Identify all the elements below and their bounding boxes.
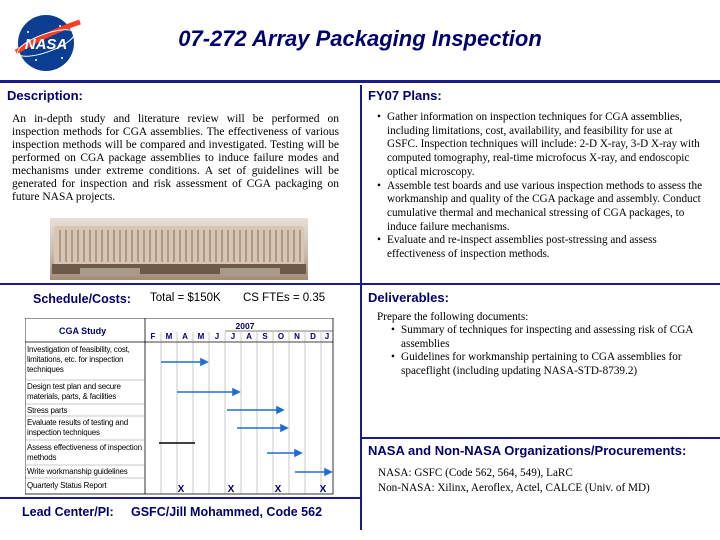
gantt-month: J bbox=[214, 332, 220, 341]
deliverables-list bbox=[387, 324, 707, 379]
nasa-logo-text: NASA bbox=[24, 36, 68, 53]
gantt-month: O bbox=[277, 332, 285, 341]
deliverables-heading: Deliverables: bbox=[368, 290, 449, 305]
gantt-month: A bbox=[246, 332, 252, 341]
gantt-task-bar bbox=[267, 450, 301, 456]
right-mid-divider bbox=[360, 283, 720, 285]
gantt-month: D bbox=[310, 332, 316, 341]
description-text: An in-depth study and literature review will be performed on inspection methods for CGA assemblies. The effectiveness of various inspection methods will be compared and investigated. Testing will be performed on CGA package assemblies to induce failure modes and mechanisms under extreme conditions. A set of guidelines will be generated for inspection and risk assessment of CGA packaging on future NASA projects. bbox=[12, 113, 339, 203]
top-divider bbox=[0, 80, 720, 83]
gantt-month: A bbox=[182, 332, 188, 341]
lead-label: Lead Center/PI: bbox=[22, 505, 114, 519]
gantt-study-label: CGA Study bbox=[59, 326, 107, 336]
deliverables-list-container bbox=[387, 324, 707, 379]
orgs-non-nasa: Non-NASA: Xilinx, Aeroflex, Actel, CALCE (Univ. of MD) bbox=[378, 482, 650, 494]
orgs-heading: NASA and Non-NASA Organizations/Procurements: bbox=[368, 443, 687, 458]
left-bottom-divider bbox=[0, 497, 360, 499]
center-divider bbox=[360, 85, 362, 530]
gantt-month: J bbox=[324, 332, 330, 341]
gantt-row-label: Stress parts bbox=[27, 406, 68, 415]
plans-item: • Evaluate and re-inspect assemblies post-stressing and assess effectiveness of inspection methods. bbox=[387, 234, 703, 261]
gantt-month: M bbox=[197, 332, 205, 341]
gantt-report-mark: X bbox=[227, 484, 235, 495]
plans-item: • Assemble test boards and use various inspection methods to assess the workmanship and quality of the CGA package and assembly. Conduct cumulative thermal and mechanical stressing of CGA packages, to induce failure mechanisms. bbox=[387, 180, 703, 235]
schedule-total: Total = $150K bbox=[150, 292, 221, 304]
gantt-row-label: Assess effectiveness of inspection methods bbox=[27, 443, 142, 462]
right-lower-divider bbox=[360, 437, 720, 439]
gantt-report-mark: X bbox=[177, 484, 185, 495]
deliverables-item: • Summary of techniques for inspecting and assessing risk of CGA assemblies bbox=[401, 324, 707, 351]
gantt-month: M bbox=[165, 332, 173, 341]
cga-assembly-photo bbox=[50, 218, 308, 280]
deliverables-item: • Guidelines for workmanship pertaining to CGA assemblies for spaceflight (including updating NASA-STD-8739.2) bbox=[401, 351, 707, 378]
gantt-chart bbox=[25, 318, 335, 496]
lead-value: GSFC/Jill Mohammed, Code 562 bbox=[131, 505, 323, 519]
schedule-label: Schedule/Costs: bbox=[33, 292, 131, 306]
gantt-month: N bbox=[294, 332, 300, 341]
schedule-fte: CS FTEs = 0.35 bbox=[243, 292, 326, 304]
gantt-row-label: Evaluate results of testing and inspection techniques bbox=[27, 418, 128, 437]
gantt-month: F bbox=[150, 332, 156, 341]
gantt-row-label: Investigation of feasibility, cost, limitations, etc. for inspection techniques bbox=[27, 345, 130, 374]
description-heading: Description: bbox=[7, 88, 83, 103]
gantt-month: S bbox=[262, 332, 268, 341]
gantt-task-bar bbox=[295, 469, 331, 475]
left-mid-divider bbox=[0, 283, 360, 285]
plans-list-container bbox=[373, 111, 703, 262]
page-title: 07-272 Array Packaging Inspection bbox=[178, 26, 542, 51]
plans-list bbox=[373, 111, 703, 262]
gantt-row-label: Design test plan and secure materials, parts, & facilities bbox=[27, 382, 121, 401]
orgs-nasa: NASA: GSFC (Code 562, 564, 549), LaRC bbox=[378, 467, 573, 479]
plans-item: • Gather information on inspection techniques for CGA assemblies, including limitations, cost, availability, and feasibility for use at GSFC. Inspection techniques will include: 2-D X-ray, 3-D X-ray with computed tomography, real-time microfocus X-ray, and endoscopic optical microscopy. bbox=[387, 111, 703, 180]
gantt-month: J bbox=[230, 332, 236, 341]
gantt-report-mark: X bbox=[274, 484, 282, 495]
gantt-task-bar bbox=[227, 407, 283, 413]
gantt-report-mark: X bbox=[319, 484, 327, 495]
gantt-task-bar bbox=[177, 389, 239, 395]
gantt-column-lines bbox=[161, 332, 321, 494]
deliverables-intro: Prepare the following documents: bbox=[377, 311, 529, 323]
gantt-task-bar bbox=[237, 425, 287, 431]
gantt-year: 2007 bbox=[235, 321, 255, 331]
gantt-row-label: Quarterly Status Report bbox=[27, 481, 107, 490]
gantt-task-bar bbox=[161, 359, 207, 365]
gantt-row-label: Write workmanship guidelines bbox=[27, 467, 128, 476]
plans-heading: FY07 Plans: bbox=[368, 88, 442, 103]
